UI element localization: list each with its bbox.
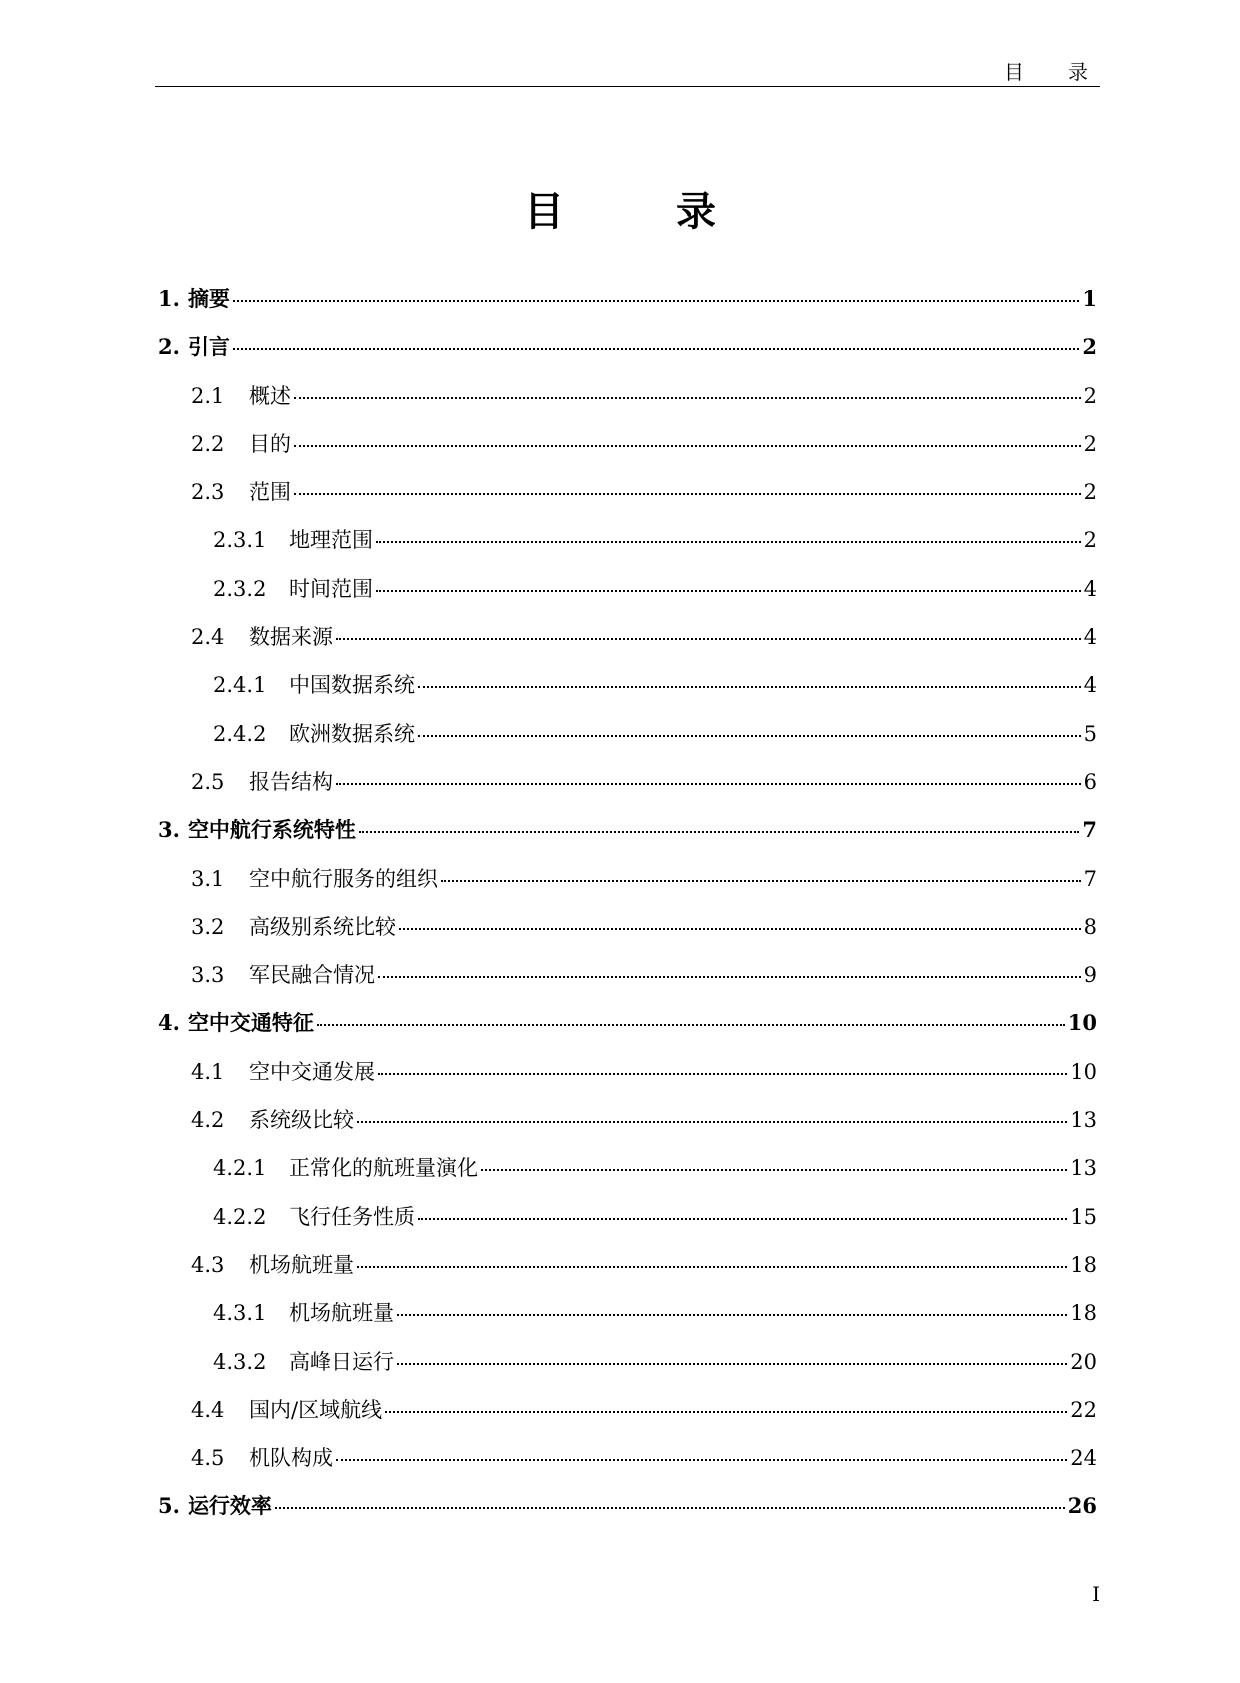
toc-entry-label: 概述 xyxy=(249,383,291,408)
page-title: 目 录 xyxy=(524,188,752,235)
toc-entry-label: 引言 xyxy=(187,334,230,360)
toc-dot-leader xyxy=(233,348,1079,350)
toc-dot-leader xyxy=(418,686,1081,688)
toc-entry[interactable] xyxy=(158,331,1097,379)
toc-entry-label: 国内/区域航线 xyxy=(249,1397,383,1422)
toc-entry-number: 4.2 xyxy=(191,1108,225,1133)
toc-entry-label: 空中交通特征 xyxy=(187,1010,314,1036)
toc-dot-leader xyxy=(378,976,1081,978)
toc-entry-label: 数据来源 xyxy=(249,625,333,650)
toc-entry-label: 范围 xyxy=(249,480,291,505)
toc-entry-label: 欧洲数据系统 xyxy=(289,721,415,746)
toc-entry-label: 地理范围 xyxy=(289,528,373,553)
toc-entry-number: 2. xyxy=(158,334,180,360)
toc-entry[interactable] xyxy=(158,814,1097,862)
toc-dot-leader xyxy=(359,831,1079,833)
toc-entry-page: 10 xyxy=(1070,1059,1097,1084)
toc-dot-leader xyxy=(385,1411,1067,1413)
toc-entry-page: 6 xyxy=(1083,769,1097,794)
toc-entry-number: 2.4 xyxy=(191,625,225,650)
toc-entry-label: 高峰日运行 xyxy=(289,1349,394,1374)
toc-entry-label: 系统级比较 xyxy=(249,1108,354,1133)
toc-entry-number: 4.3.1 xyxy=(213,1301,267,1326)
toc-dot-leader xyxy=(275,1507,1065,1509)
toc-dot-leader xyxy=(294,493,1081,495)
toc-entry-label: 时间范围 xyxy=(289,576,373,601)
toc-entry[interactable] xyxy=(158,718,1097,766)
toc-entry[interactable] xyxy=(158,1152,1097,1200)
toc-entry-label: 机场航班量 xyxy=(289,1301,394,1326)
toc-entry[interactable] xyxy=(158,669,1097,717)
toc-entry-page: 2 xyxy=(1083,431,1097,456)
toc-entry[interactable] xyxy=(158,283,1097,331)
toc-entry-number: 4.2.1 xyxy=(213,1156,267,1181)
toc-entry-number: 4.5 xyxy=(191,1446,225,1471)
toc-entry[interactable] xyxy=(158,1346,1097,1394)
toc-entry-page: 1 xyxy=(1082,286,1097,311)
toc-entry[interactable] xyxy=(158,1056,1097,1104)
toc-entry-number: 1. xyxy=(158,286,180,311)
toc-entry-label: 目的 xyxy=(249,431,291,456)
toc-entry-page: 2 xyxy=(1083,528,1097,553)
toc-entry-page: 10 xyxy=(1067,1010,1097,1036)
toc-entry-page: 5 xyxy=(1083,721,1097,746)
toc-entry-label: 摘要 xyxy=(187,286,230,311)
toc-dot-leader xyxy=(481,1169,1067,1171)
toc-entry-label: 空中航行系统特性 xyxy=(187,817,356,843)
toc-entry[interactable] xyxy=(158,621,1097,669)
toc-entry-number: 4.1 xyxy=(191,1059,225,1084)
toc-entry-label: 空中航行服务的组织 xyxy=(249,866,438,891)
toc-dot-leader xyxy=(357,1266,1067,1268)
toc-entry-number: 4.3.2 xyxy=(213,1349,267,1374)
toc-entry-number: 3.3 xyxy=(191,963,225,988)
toc-entry-page: 2 xyxy=(1083,383,1097,408)
toc-entry-number: 3.2 xyxy=(191,914,225,939)
toc-entry[interactable] xyxy=(158,1490,1097,1538)
toc-entry-page: 24 xyxy=(1070,1446,1097,1471)
toc-dot-leader xyxy=(336,1459,1067,1461)
toc-entry-page: 18 xyxy=(1070,1301,1097,1326)
toc-entry-label: 中国数据系统 xyxy=(289,673,415,698)
toc-dot-leader xyxy=(441,880,1081,882)
toc-dot-leader xyxy=(357,1121,1067,1123)
toc-dot-leader xyxy=(399,928,1081,930)
toc-entry-page: 15 xyxy=(1070,1204,1097,1229)
toc-entry[interactable] xyxy=(158,766,1097,814)
toc-entry-number: 2.5 xyxy=(191,769,225,794)
toc-entry-page: 8 xyxy=(1083,914,1097,939)
toc-entry-label: 正常化的航班量演化 xyxy=(289,1156,478,1181)
toc-entry-number: 2.1 xyxy=(191,383,225,408)
toc-dot-leader xyxy=(376,590,1081,592)
toc-entry-label: 机队构成 xyxy=(249,1446,333,1471)
toc-entry-number: 4.4 xyxy=(191,1397,225,1422)
toc-entry-label: 飞行任务性质 xyxy=(289,1204,415,1229)
toc-entry[interactable] xyxy=(158,476,1097,524)
toc-entry-page: 18 xyxy=(1070,1252,1097,1277)
toc-dot-leader xyxy=(397,1363,1067,1365)
toc-entry[interactable] xyxy=(158,1007,1097,1055)
toc-dot-leader xyxy=(233,300,1079,302)
toc-entry-page: 20 xyxy=(1070,1349,1097,1374)
toc-dot-leader xyxy=(336,638,1081,640)
toc-entry-label: 高级别系统比较 xyxy=(249,914,396,939)
toc-entry-page: 26 xyxy=(1067,1493,1097,1519)
toc-entry-page: 4 xyxy=(1083,673,1097,698)
toc-entry[interactable] xyxy=(158,1249,1097,1297)
toc-entry[interactable] xyxy=(158,1201,1097,1249)
toc-entry[interactable] xyxy=(158,1442,1097,1490)
toc-entry[interactable] xyxy=(158,524,1097,572)
toc-entry[interactable] xyxy=(158,1394,1097,1442)
toc-entry-number: 2.4.2 xyxy=(213,721,267,746)
toc-entry-number: 2.4.1 xyxy=(213,673,267,698)
toc-entry-page: 2 xyxy=(1083,480,1097,505)
header-rule xyxy=(155,86,1100,87)
toc-entry[interactable] xyxy=(158,1104,1097,1152)
toc-entry-page: 4 xyxy=(1083,576,1097,601)
toc-entry-page: 7 xyxy=(1083,866,1097,891)
toc-dot-leader xyxy=(418,1218,1067,1220)
toc-dot-leader xyxy=(317,1024,1065,1026)
page-number: I xyxy=(1092,1582,1100,1606)
toc-entry-number: 2.2 xyxy=(191,431,225,456)
toc-entry-number: 2.3.2 xyxy=(213,576,267,601)
toc-entry-number: 4.3 xyxy=(191,1252,225,1277)
toc-entry[interactable] xyxy=(158,959,1097,1007)
toc-entry-page: 4 xyxy=(1083,625,1097,650)
toc-dot-leader xyxy=(294,397,1081,399)
toc-entry-label: 军民融合情况 xyxy=(249,963,375,988)
toc-dot-leader xyxy=(336,783,1081,785)
toc-dot-leader xyxy=(294,445,1081,447)
table-of-contents xyxy=(158,283,1097,1539)
toc-entry-number: 4. xyxy=(158,1010,180,1036)
toc-entry-label: 运行效率 xyxy=(187,1493,272,1519)
toc-entry-number: 4.2.2 xyxy=(213,1204,267,1229)
toc-entry-number: 3. xyxy=(158,817,180,843)
toc-entry-page: 13 xyxy=(1070,1108,1097,1133)
toc-entry-page: 22 xyxy=(1070,1397,1097,1422)
toc-entry-number: 3.1 xyxy=(191,866,225,891)
toc-entry-number: 2.3 xyxy=(191,480,225,505)
toc-entry[interactable] xyxy=(158,428,1097,476)
toc-entry-page: 9 xyxy=(1083,963,1097,988)
toc-dot-leader xyxy=(376,541,1081,543)
toc-entry[interactable] xyxy=(158,573,1097,621)
toc-entry[interactable] xyxy=(158,911,1097,959)
toc-entry-label: 空中交通发展 xyxy=(249,1059,375,1084)
toc-entry-label: 机场航班量 xyxy=(249,1252,354,1277)
toc-entry-page: 2 xyxy=(1082,334,1097,360)
toc-dot-leader xyxy=(397,1314,1067,1316)
toc-entry[interactable] xyxy=(158,863,1097,911)
toc-entry[interactable] xyxy=(158,380,1097,428)
toc-entry[interactable] xyxy=(158,1297,1097,1345)
toc-entry-page: 13 xyxy=(1070,1156,1097,1181)
running-header: 目 录 xyxy=(1004,60,1100,84)
toc-entry-number: 5. xyxy=(158,1493,180,1519)
toc-dot-leader xyxy=(378,1073,1067,1075)
toc-entry-number: 2.3.1 xyxy=(213,528,267,553)
toc-entry-label: 报告结构 xyxy=(249,769,333,794)
toc-entry-page: 7 xyxy=(1082,817,1097,843)
toc-dot-leader xyxy=(418,735,1081,737)
